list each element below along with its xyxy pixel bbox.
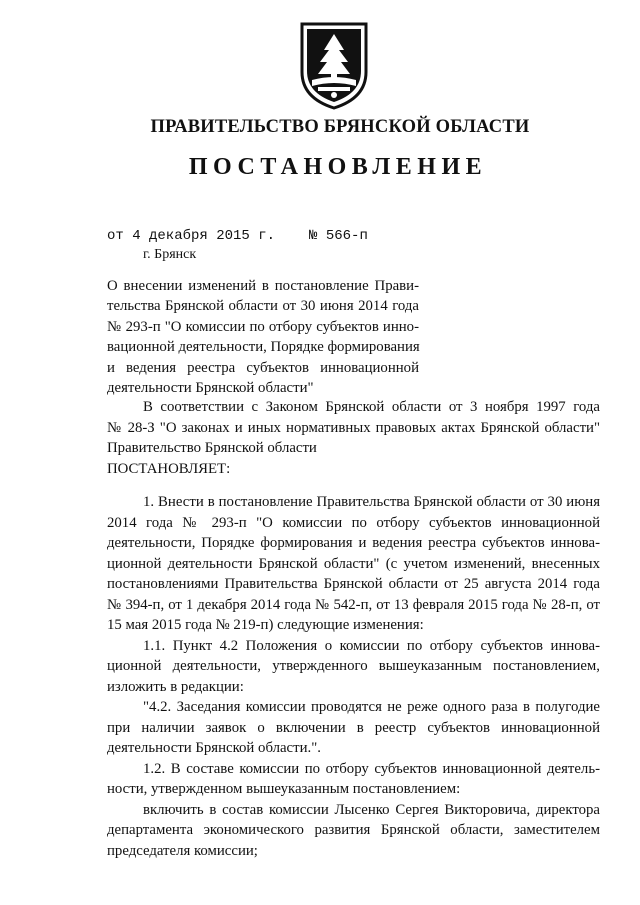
item-1-1-line: ционной деятельности, утвержденного вышеуказанным постановлением, [107, 658, 600, 674]
item-1-line: постановлениями Правительства Брянской области от 25 августа 2014 года [107, 576, 600, 592]
item-1-2-line: 1.2. В составе комиссии по отбору субъектов инновационной деятель- [143, 760, 600, 777]
quoted-text-line: "4.2. Заседания комиссии проводятся не реже одного раза в полугодие [143, 699, 600, 715]
preamble-line: № 28-З "О законах и иных нормативных правовых актах Брянской области" [107, 419, 600, 436]
document-date: от 4 декабря 2015 г. [107, 228, 276, 244]
preamble-line: Правительство Брянской области [107, 440, 317, 456]
document-city: г. Брянск [143, 247, 197, 262]
quoted-text-line: деятельности Брянской области.". [107, 740, 321, 756]
resolves-label: ПОСТАНОВЛЯЕТ: [107, 460, 231, 477]
coat-of-arms-icon [298, 20, 370, 110]
subject-line: вационной деятельности, Порядке формирования [107, 339, 420, 356]
item-1-line: 2014 года № 293-п "О комиссии по отбору субъектов инновационной [107, 514, 600, 531]
item-1-line: 15 мая 2015 года № 219-п) следующие изменения: [107, 617, 424, 633]
quoted-text-line: при наличии заявок о включении в реестр субъектов инновационной [107, 719, 600, 736]
item-1-1-line: изложить в редакции: [107, 678, 244, 695]
subject-line: О внесении изменений в постановление Прави- [107, 278, 419, 294]
document-type-heading: ПОСТАНОВЛЕНИЕ [188, 154, 488, 180]
item-1-line: 1. Внести в постановление Правительства Брянской области от 30 июня [143, 494, 600, 510]
organization-title: ПРАВИТЕЛЬСТВО БРЯНСКОЙ ОБЛАСТИ [150, 117, 530, 137]
item-1-line: деятельности, Порядке формирования и ведения реестра субъектов иннова- [107, 535, 600, 551]
subject-line: № 293-п "О комиссии по отбору субъектов инно- [107, 318, 419, 335]
item-1-2-line: ности, утвержденном вышеуказанным постановлением: [107, 781, 461, 797]
document-body [107, 397, 600, 861]
subject-line: и ведения реестра субъектов инновационной [107, 359, 419, 376]
item-1-line: № 394-п, от 1 декабря 2014 года № 542-п, от 13 февраля 2015 года № 28-п, от [107, 596, 600, 613]
item-1-line: ционной деятельности Брянской области" (с учетом изменений, внесенных [107, 555, 600, 572]
subject-line: тельства Брянской области от 30 июня 2014 года [107, 298, 419, 315]
subject-line: деятельности Брянской области" [107, 380, 314, 397]
include-line: департамента экономического развития Брянской области, заместителем [107, 822, 600, 838]
preamble-line: В соответствии с Законом Брянской области от 3 ноября 1997 года [143, 399, 600, 415]
item-1-1-line: 1.1. Пункт 4.2 Положения о комиссии по отбору субъектов иннова- [143, 637, 600, 654]
document-number: № 566-п [309, 228, 368, 244]
include-line: председателя комиссии; [107, 842, 258, 859]
document-subject [107, 276, 419, 398]
document-date-number [107, 228, 368, 244]
include-line: включить в состав комиссии Лысенко Сергея Викторовича, директора [143, 801, 600, 818]
